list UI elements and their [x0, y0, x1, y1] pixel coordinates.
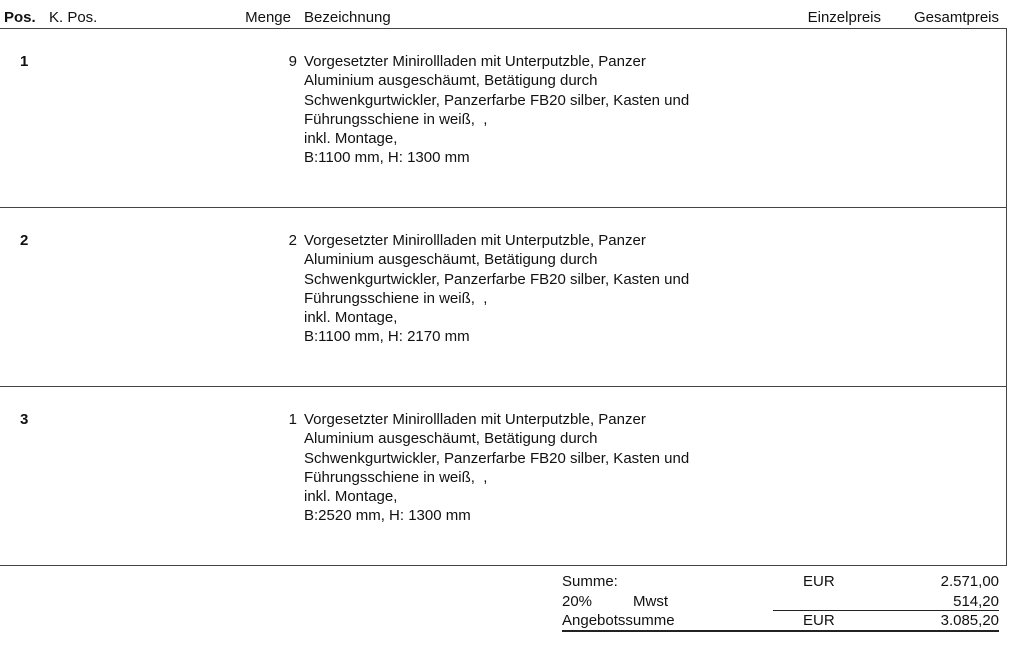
- summe-label: Summe:: [562, 573, 618, 590]
- subtotal-rule: [773, 610, 999, 611]
- mwst-rate: 20%: [562, 593, 593, 610]
- item-description: [304, 410, 689, 526]
- description-line: Schwenkgurtwickler, Panzerfarbe FB20 silber, Kasten und: [304, 270, 690, 288]
- header-einzelpreis: Einzelpreis: [807, 9, 881, 26]
- description-line: inkl. Montage,: [304, 309, 398, 327]
- header-gesamtpreis: Gesamtpreis: [913, 9, 999, 26]
- description-line: Aluminium ausgeschäumt, Betätigung durch: [304, 251, 598, 269]
- item-pos: 1: [20, 53, 29, 70]
- total-double-rule: [562, 630, 999, 632]
- description-line: inkl. Montage,: [304, 130, 398, 148]
- header-kpos: K. Pos.: [49, 9, 98, 26]
- item-description: [304, 52, 689, 168]
- item-pos: 2: [20, 232, 29, 249]
- description-line: Vorgesetzter Minirollladen mit Unterputzble, Panzer: [304, 411, 646, 428]
- header-pos: Pos.: [4, 9, 36, 26]
- description-line: Führungsschiene in weiß, ,: [304, 110, 488, 128]
- item-pos: 3: [20, 411, 29, 428]
- total-value: 3.085,20: [940, 612, 999, 629]
- table-row: [0, 207, 1007, 387]
- items-table: [0, 28, 1007, 566]
- item-description: [304, 231, 689, 347]
- summe-currency: EUR: [803, 573, 835, 590]
- total-label: Angebotssumme: [562, 612, 675, 629]
- description-line: B:1100 mm, H: 1300 mm: [304, 149, 470, 167]
- description-line: Schwenkgurtwickler, Panzerfarbe FB20 silber, Kasten und: [304, 91, 690, 109]
- description-line: B:2520 mm, H: 1300 mm: [304, 507, 471, 525]
- mwst-value: 514,20: [953, 593, 999, 610]
- table-header: [0, 0, 1007, 29]
- item-quantity: 9: [288, 53, 297, 70]
- description-line: Führungsschiene in weiß, ,: [304, 468, 488, 486]
- summe-value: 2.571,00: [940, 573, 999, 590]
- description-line: inkl. Montage,: [304, 488, 398, 506]
- total-currency: EUR: [803, 612, 835, 629]
- description-line: Aluminium ausgeschäumt, Betätigung durch: [304, 72, 598, 90]
- header-menge: Menge: [245, 9, 291, 26]
- item-quantity: 1: [288, 411, 297, 428]
- description-line: Führungsschiene in weiß, ,: [304, 289, 488, 307]
- table-row: [0, 386, 1007, 566]
- item-quantity: 2: [288, 232, 297, 249]
- description-line: Aluminium ausgeschäumt, Betätigung durch: [304, 430, 598, 448]
- description-line: B:1100 mm, H: 2170 mm: [304, 328, 470, 346]
- header-bezeichnung: Bezeichnung: [304, 9, 391, 26]
- description-line: Vorgesetzter Minirollladen mit Unterputzble, Panzer: [304, 53, 646, 70]
- table-row: [0, 28, 1007, 208]
- description-line: Schwenkgurtwickler, Panzerfarbe FB20 silber, Kasten und: [304, 449, 690, 467]
- description-line: Vorgesetzter Minirollladen mit Unterputzble, Panzer: [304, 232, 646, 249]
- mwst-label: Mwst: [633, 593, 668, 610]
